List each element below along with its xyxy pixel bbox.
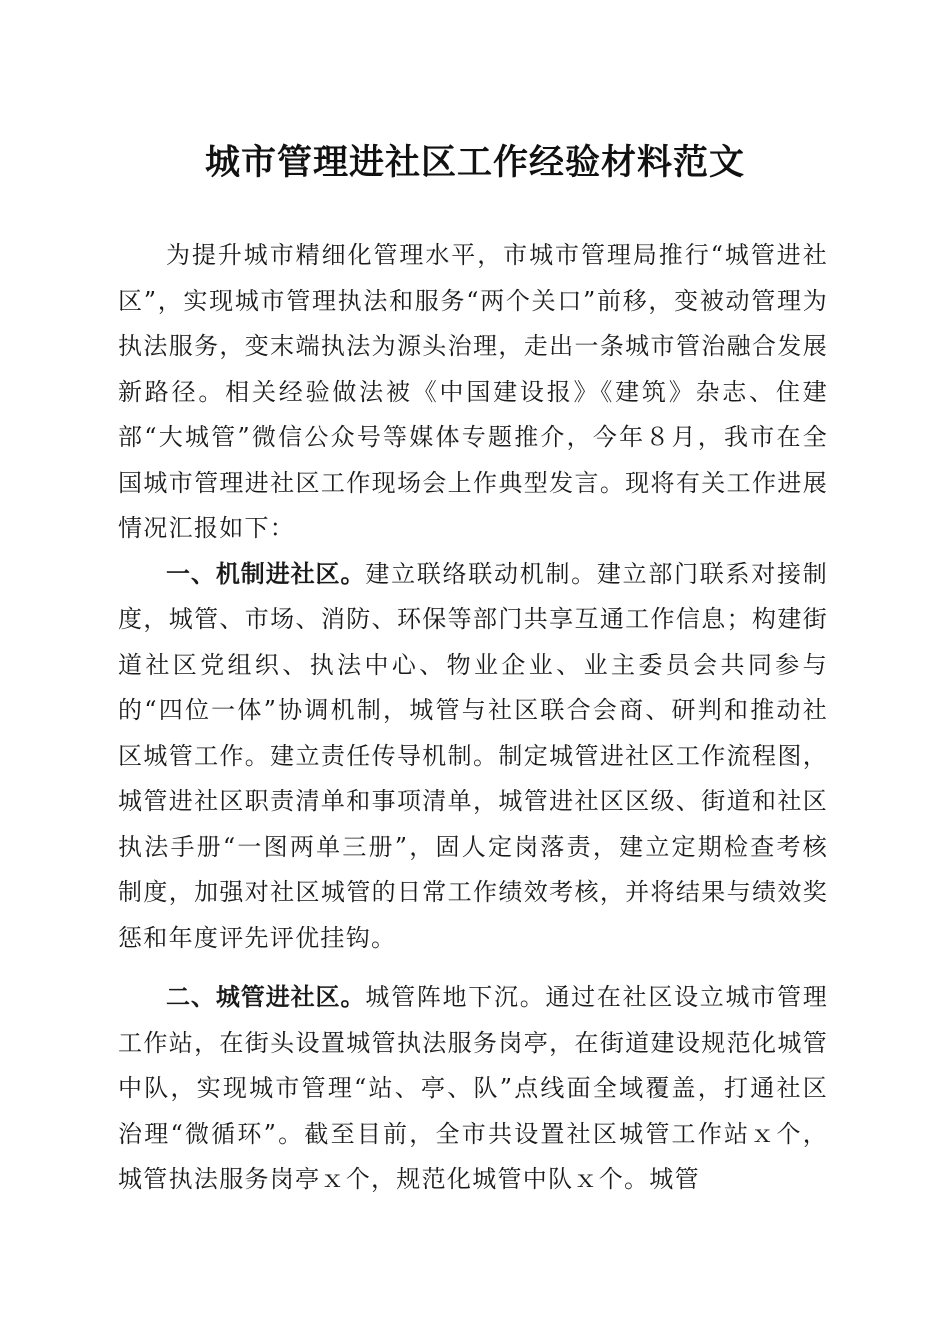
section-paragraph-mechanism (118, 552, 828, 962)
section-heading-chengguan: 二、城管进社区。 (166, 983, 366, 1011)
intro-paragraph (118, 233, 828, 552)
section-heading-mechanism: 一、机制进社区。 (166, 559, 366, 588)
section-text-chengguan: 城管阵地下沉。通过在社区设立城市管理工作站，在街头设置城管执法服务岗亭，在街道建设规范化城管中队，实现城市管理“站、亭、队”点线面全域覆盖，打通社区治理“微循环”。截至目前，全市共设置社区城管工作站ｘ个，城管执法服务岗亭ｘ个，规范化城管中队ｘ个。城管 (118, 983, 828, 1193)
page-title: 城市管理进社区工作经验材料范文 (204, 142, 745, 183)
document-body (118, 233, 828, 1203)
section-paragraph-chengguan (118, 975, 828, 1203)
intro-paragraph-text: 为提升城市精细化管理水平，市城市管理局推行“城管进社区”，实现城市管理执法和服务“两个关口”前移，变被动管理为执法服务，变末端执法为源头治理，走出一条城市管治融合发展新路径。相关经验做法被《中国建设报》《建筑》杂志、住建部“大城管”微信公众号等媒体专题推介，今年８月，我市在全国城市管理进社区工作现场会上作典型发言。现将有关工作进展情况汇报如下： (118, 241, 828, 542)
section-text-mechanism: 建立联络联动机制。建立部门联系对接制度，城管、市场、消防、环保等部门共享互通工作信息；构建街道社区党组织、执法中心、物业企业、业主委员会共同参与的“四位一体”协调机制，城管与社区联合会商、研判和推动社区城管工作。建立责任传导机制。制定城管进社区工作流程图，城管进社区职责清单和事项清单，城管进社区区级、街道和社区执法手册“一图两单三册”，固人定岗落责，建立定期检查考核制度，加强对社区城管的日常工作绩效考核，并将结果与绩效奖惩和年度评先评优挂钩。 (118, 559, 828, 952)
